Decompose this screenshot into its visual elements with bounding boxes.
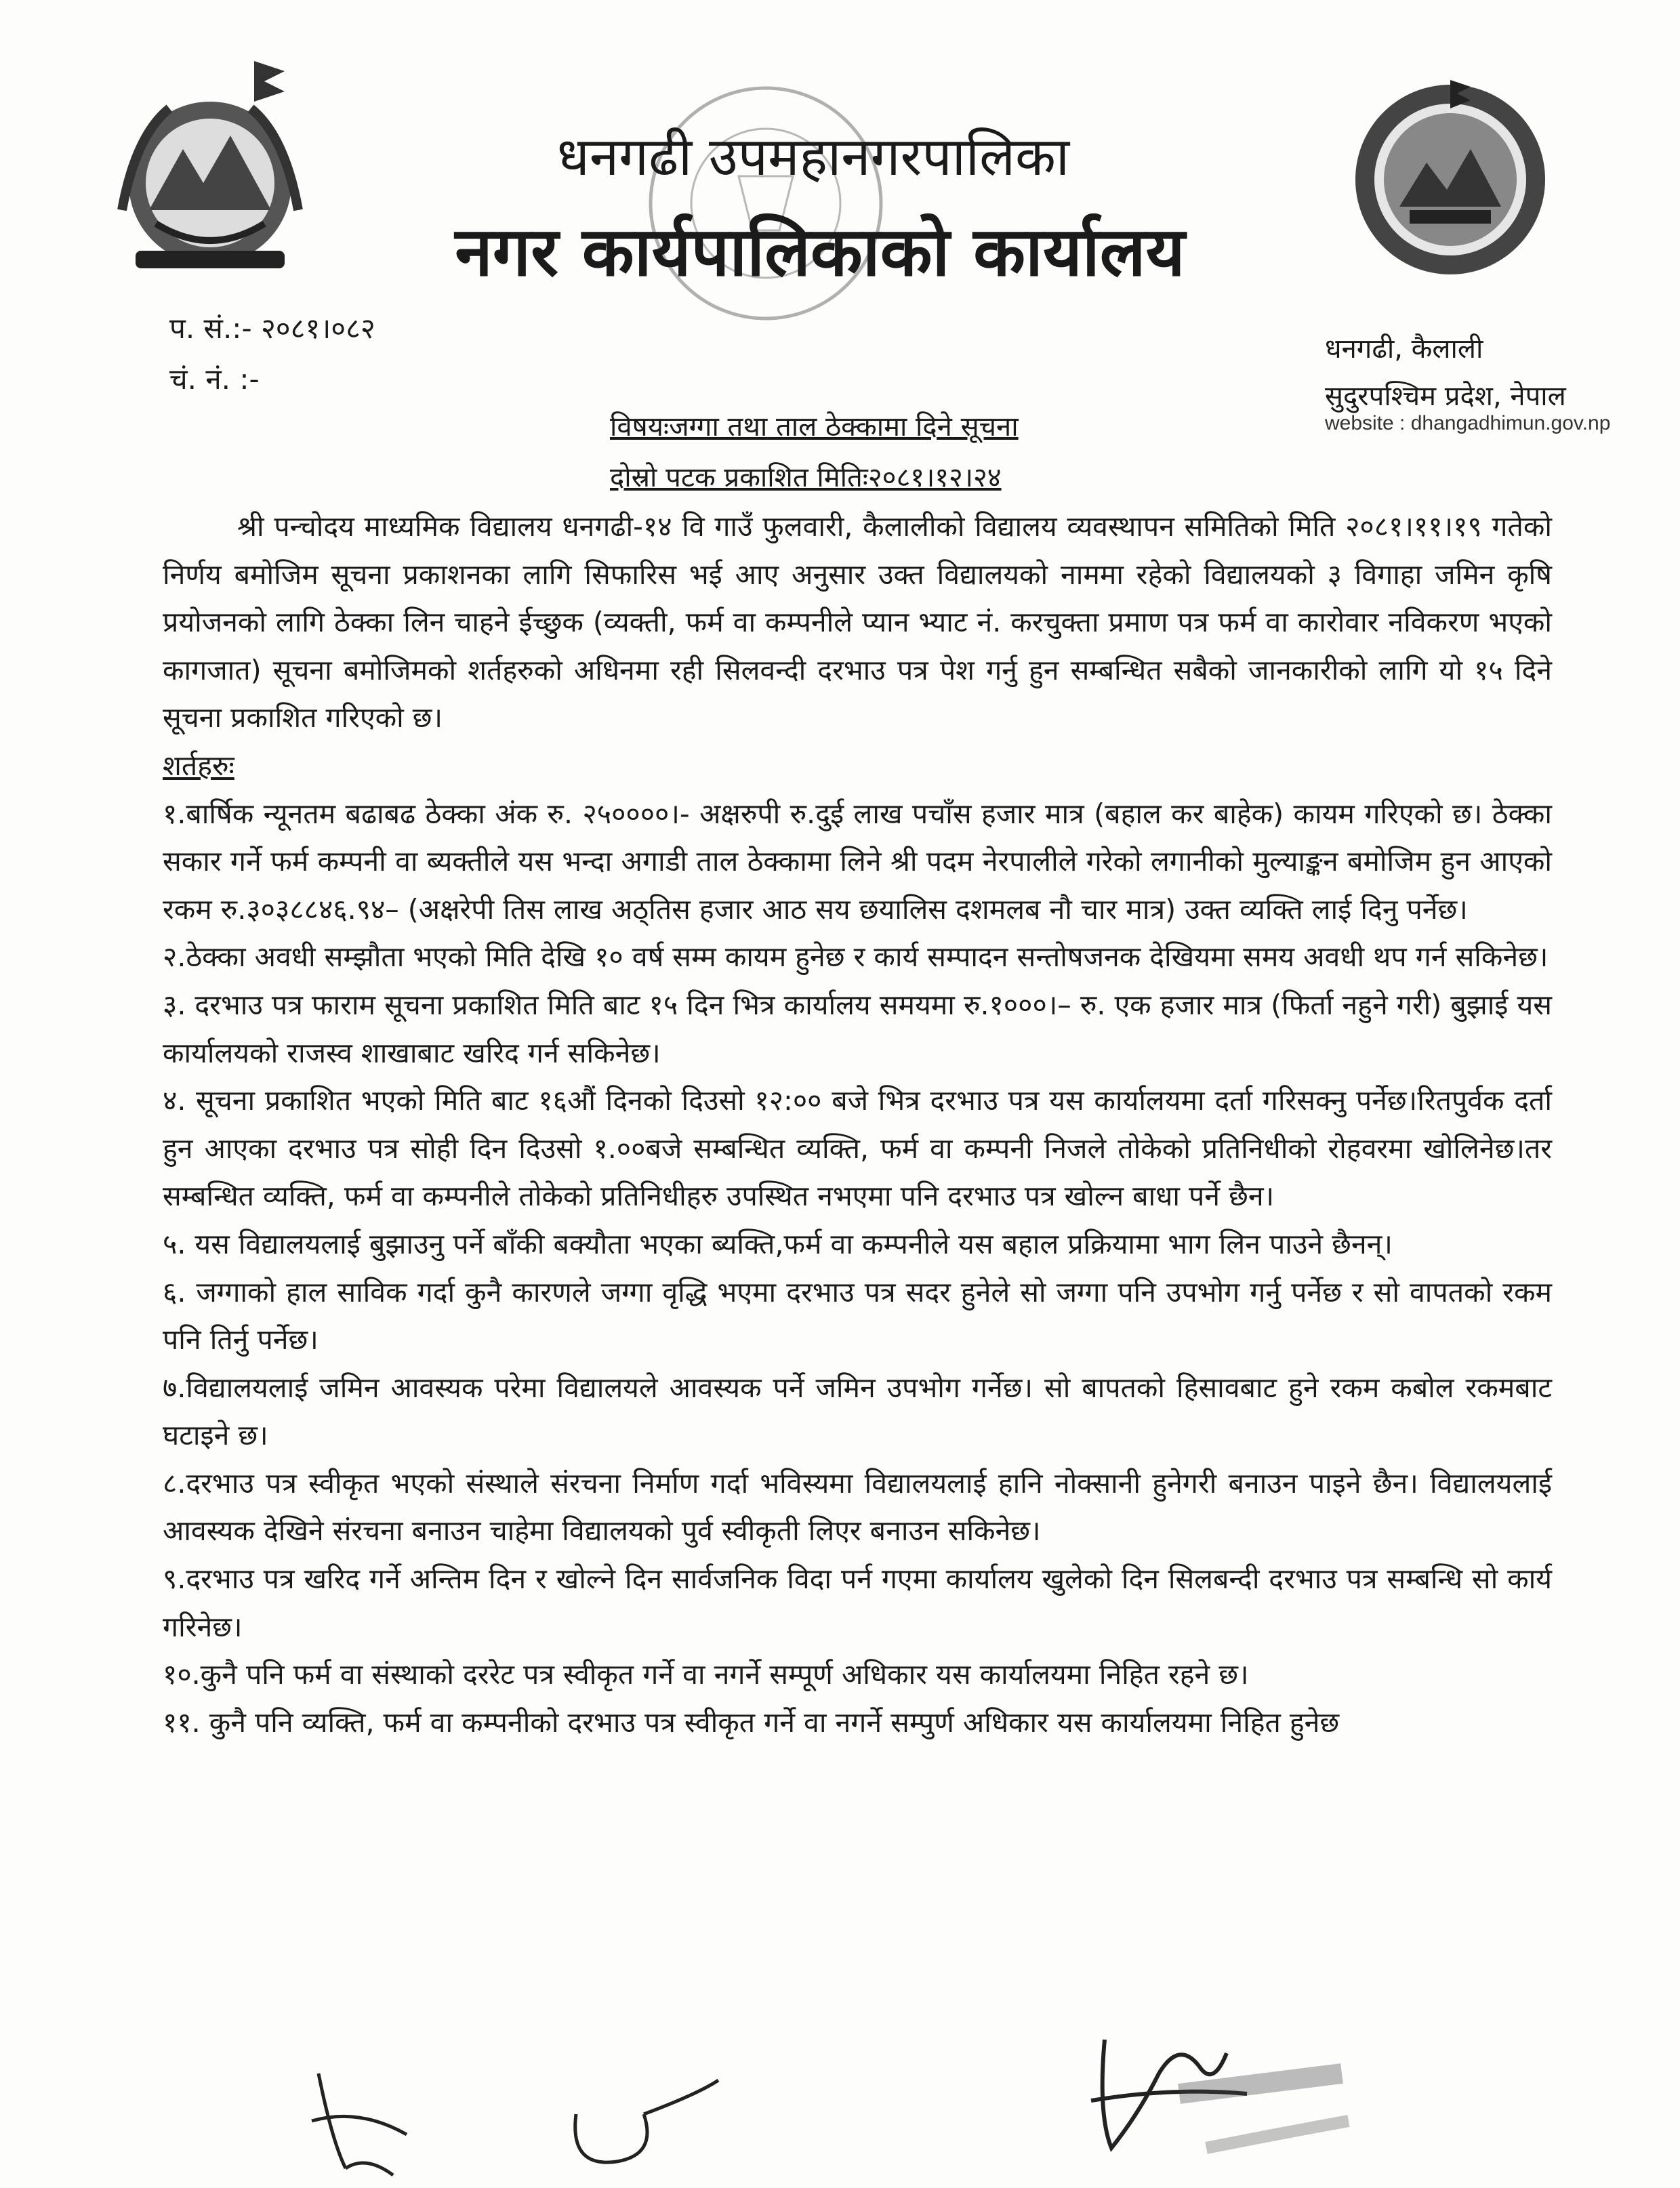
notice-body [163,503,1552,1746]
subject-line: विषयःजग्गा तथा ताल ठेक्कामा दिने सूचना [610,411,1019,442]
signature-3 [1071,2012,1355,2188]
condition-4: ४. सूचना प्रकाशित भएको मिति बाट १६औं दिनको दिउसो १२:०० बजे भित्र दरभाउ पत्र यस कार्यालयमा दर्ता गरिसक्नु पर्नेछ।रितपुर्वक दर्ता हुन आएका दरभाउ पत्र सोही दिन दिउसो १.००बजे सम्बन्धित व्यक्ति, फर्म वा कम्पनी निजले तोकेको प्रतिनिधीको रोहवरमा खोलिनेछ।तर सम्बन्धित व्यक्ति, फर्म वा कम्पनीले तोकेको प्रतिनिधीहरु उपस्थित नभएमा पनि दरभाउ पत्र खोल्न बाधा पर्ने छैन। [163,1084,1552,1213]
signature-1 [305,2060,420,2188]
condition-10: १०.कुनै पनि फर्म वा संस्थाको दररेट पत्र स्वीकृत गर्ने वा नगर्ने सम्पूर्ण अधिकार यस कार्यालयमा निहित रहने छ। [163,1658,1249,1691]
nepal-government-emblem [95,54,325,278]
condition-9: ९.दरभाउ पत्र खरिद गर्ने अन्तिम दिन र खोल्ने दिन सार्वजनिक विदा पर्न गएमा कार्यालय खुलेको दिन सिलबन्दी दरभाउ पत्र सम्बन्धि सो कार्य गरिनेछ। [163,1563,1552,1643]
condition-5: ५. यस विद्यालयलाई बुझाउनु पर्ने बाँकी बक्यौता भएका ब्यक्ति,फर्म वा कम्पनीले यस बहाल प्रक्रियामा भाग लिन पाउने छैनन्। [163,1227,1393,1260]
intro-paragraph: श्री पन्चोदय माध्यमिक विद्यालय धनगढी-१४ वि गाउँ फुलवारी, कैलालीको विद्यालय व्यवस्थापन समितिको मिति २०८१।११।१९ गतेको निर्णय बमोजिम सूचना प्रकाशनका लागि सिफारिस भई आए अनुसार उक्त विद्यालयको नाममा रहेको विद्यालयको ३ विगाहा जमिन कृषि प्रयोजनको लागि ठेक्का लिन चाहने ईच्छुक (व्यक्ती, फर्म वा कम्पनीले प्यान भ्याट नं. करचुक्ता प्रमाण पत्र फर्म वा कारोवार नविकरण भएको कागजात) सूचना बमोजिमको शर्तहरुको अधिनमा रही सिलवन्दी दरभाउ पत्र पेश गर्नु हुन सम्बन्धित सबैको जानकारीको लागि यो १५ दिने सूचना प्रकाशित गरिएको छ। [163,510,1552,735]
publication-date-line: दोस्रो पटक प्रकाशित मितिः२०८१।१२।२४ [610,462,1002,493]
municipality-name: धनगढी उपमहानगरपालिका [556,127,1070,188]
condition-8: ८.दरभाउ पत्र स्वीकृत भएको संस्थाले संरचना निर्माण गर्दा भविस्यमा विद्यालयलाई हानि नोक्सानी हुनेगरी बनाउन पाइने छैन। विद्यालयलाई आवस्यक देखिने संरचना बनाउन चाहेमा विद्यालयको पुर्व स्वीकृती लिएर बनाउन सकिनेछ। [163,1466,1552,1548]
website-line: website : dhangadhimun.gov.np [1325,412,1611,434]
condition-2: २.ठेक्का अवधी सम्झौता भएको मिति देखि १० वर्ष सम्म कायम हुनेछ र कार्य सम्पादन सन्तोषजनक देखियमा समय अवधी थप गर्न सकिनेछ। [163,941,1549,974]
reference-number: प. सं.:- २०८१।०८२ [169,312,375,345]
condition-7: ७.विद्यालयलाई जमिन आवस्यक परेमा विद्यालयले आवस्यक पर्ने जमिन उपभोग गर्नेछ। सो बापतको हिसावबाट हुने रकम कबोल रकमबाट घटाइने छ। [163,1371,1552,1452]
conditions-heading: शर्तहरुः [163,749,234,782]
address-city: धनगढी, कैलाली [1325,333,1483,365]
condition-11: ११. कुनै पनि व्यक्ति, फर्म वा कम्पनीको दरभाउ पत्र स्वीकृत गर्ने वा नगर्ने सम्पुर्ण अधिकार यस कार्यालयमा निहित हुनेछ [163,1706,1340,1739]
condition-6: ६. जग्गाको हाल साविक गर्दा कुनै कारणले जग्गा वृद्धि भएमा दरभाउ पत्र सदर हुनेले सो जग्गा पनि उपभोग गर्नु पर्नेछ र सो वापतको रकम पनि तिर्नु पर्नेछ। [163,1275,1552,1357]
dispatch-number: चं. नं. :- [169,363,260,396]
condition-3: ३. दरभाउ पत्र फाराम सूचना प्रकाशित मिति बाट १५ दिन भित्र कार्यालय समयमा रु.१०००।– रु. एक हजार मात्र (फिर्ता नहुने गरी) बुझाई यस कार्यालयको राजस्व शाखाबाट खरिद गर्न सकिनेछ। [163,988,1552,1069]
office-name: नगर कार्यपालिकाको कार्यालय [455,211,1185,291]
signature-2 [562,2073,732,2188]
address-province: सुदुरपश्चिम प्रदेश, नेपाल [1325,381,1566,412]
condition-1: १.बार्षिक न्यूनतम बढाबढ ठेक्का अंक रु. २५००००।- अक्षरुपी रु.दुई लाख पचाँस हजार मात्र (बहाल कर बाहेक) कायम गरिएको छ। ठेक्का सकार गर्ने फर्म कम्पनी वा ब्यक्तीले यस भन्दा अगाडी ताल ठेक्कामा लिने श्री पदम नेरपालीले गरेको लगानीको मुल्याङ्कन बमोजिम हुन आएको रकम रु.३०३८८४६.९४– (अक्षरेपी तिस लाख अठ्तिस हजार आठ सय छयालिस दशमलब नौ चार मात्र) उक्त व्यक्ति लाई दिनु पर्नेछ। [163,797,1552,926]
municipality-logo [1349,68,1552,285]
